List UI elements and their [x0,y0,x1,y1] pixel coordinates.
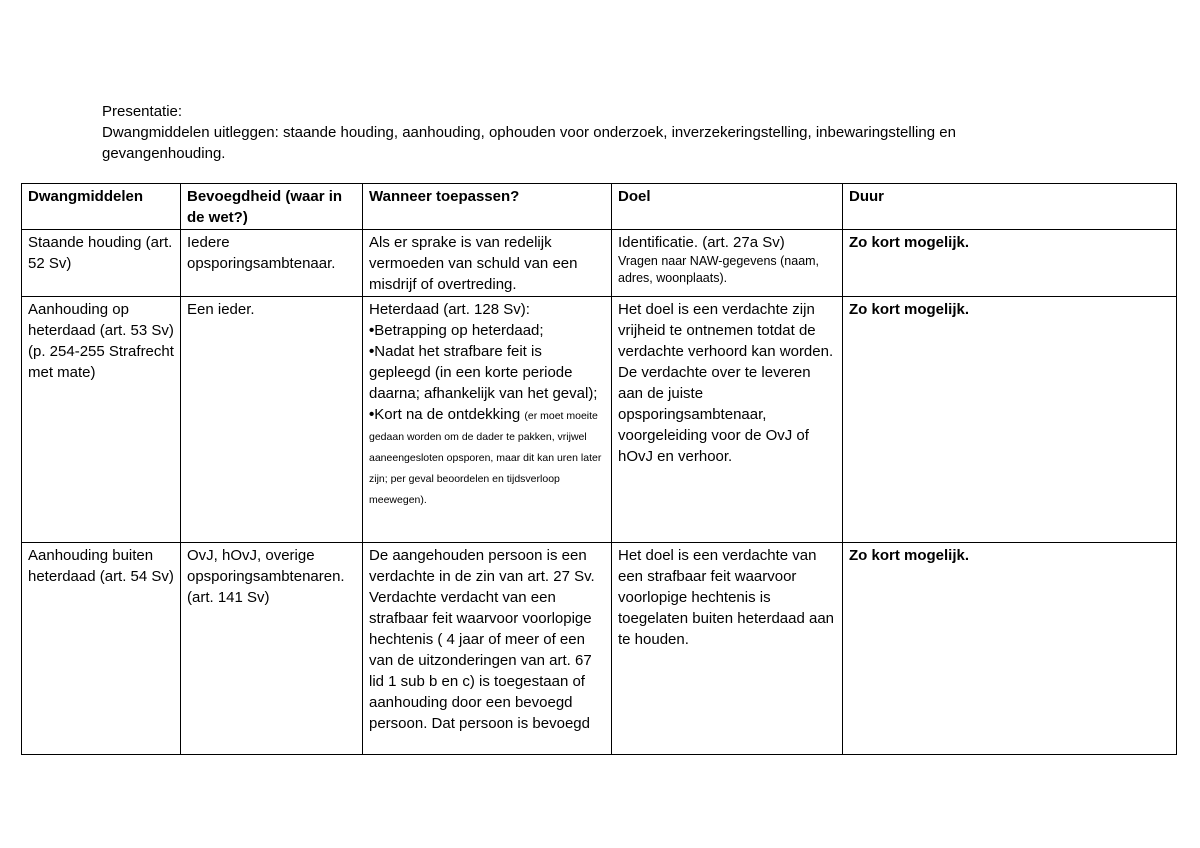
heterdaad-bullet-list [369,320,605,509]
cell-doel [612,230,843,297]
bullet-text: Nadat het strafbare feit is gepleegd (in een korte periode daarna; afhankelijk van het geval); [369,343,598,402]
bullet-item [369,320,605,341]
cell-wanneer [363,297,612,543]
header-duur: Duur [843,184,1177,230]
cell-duur: Zo kort mogelijk. [843,297,1177,543]
cell-doel: Het doel is een verdachte van een strafbaar feit waarvoor voorlopige hechtenis is toegelaten buiten heterdaad aan te houden. [612,543,843,755]
intro-title: Presentatie: [102,103,183,120]
table-header-row [22,184,1177,230]
header-dwangmiddelen: Dwangmiddelen [22,184,181,230]
cell-middel: Staande houding (art. 52 Sv) [22,230,181,297]
cell-middel: Aanhouding op heterdaad (art. 53 Sv) (p. 254-255 Strafrecht met mate) [22,297,181,543]
header-bevoegdheid: Bevoegdheid (waar in de wet?) [181,184,363,230]
table-row [22,297,1177,543]
cell-bevoegdheid: Iedere opsporingsambtenaar. [181,230,363,297]
cell-middel: Aanhouding buiten heterdaad (art. 54 Sv) [22,543,181,755]
bullet-text: Kort na de ontdekking [374,406,521,423]
bullet-item [369,404,605,509]
header-doel: Doel [612,184,843,230]
dwangmiddelen-table [21,183,1177,755]
bullet-item [369,341,605,404]
cell-bevoegdheid: Een ieder. [181,297,363,543]
intro-block [102,101,1062,164]
cell-duur: Zo kort mogelijk. [843,230,1177,297]
wanneer-intro: Heterdaad (art. 128 Sv): [369,301,530,318]
table-row [22,230,1177,297]
doel-note: Vragen naar NAW-gegevens (naam, adres, woonplaats). [618,254,820,285]
cell-duur: Zo kort mogelijk. [843,543,1177,755]
header-wanneer: Wanneer toepassen? [363,184,612,230]
cell-wanneer: Als er sprake is van redelijk vermoeden van schuld van een misdrijf of overtreding. [363,230,612,297]
bullet-text: Betrapping op heterdaad; [374,322,544,339]
bullet-note: (er moet moeite gedaan worden om de dader te pakken, vrijwel aaneengesloten opsporen, maar dit kan uren later zijn; per geval beoordelen en tijdsverloop meewegen). [369,410,602,506]
doel-text: Identificatie. (art. 27a Sv) [618,234,785,251]
cell-wanneer: De aangehouden persoon is een verdachte in de zin van art. 27 Sv. Verdachte verdacht van een strafbaar feit waarvoor voorlopige hechtenis ( 4 jaar of meer of een van de uitzonderingen van art. 67 lid 1 sub b en c) is toegestaan of aanhouding door een bevoegd persoon. Dat persoon is bevoegd [363,543,612,755]
cell-doel: Het doel is een verdachte zijn vrijheid te ontnemen totdat de verdachte verhoord kan worden. De verdachte over te leveren aan de juiste opsporingsambtenaar, voorgeleiding voor de OvJ of hOvJ en verhoor. [612,297,843,543]
table-row [22,543,1177,755]
intro-line-2: gevangenhouding. [102,145,226,162]
cell-bevoegdheid: OvJ, hOvJ, overige opsporingsambtenaren. (art. 141 Sv) [181,543,363,755]
intro-line-1: Dwangmiddelen uitleggen: staande houding, aanhouding, ophouden voor onderzoek, inverzekeringstelling, inbewaringstelling en [102,124,956,141]
